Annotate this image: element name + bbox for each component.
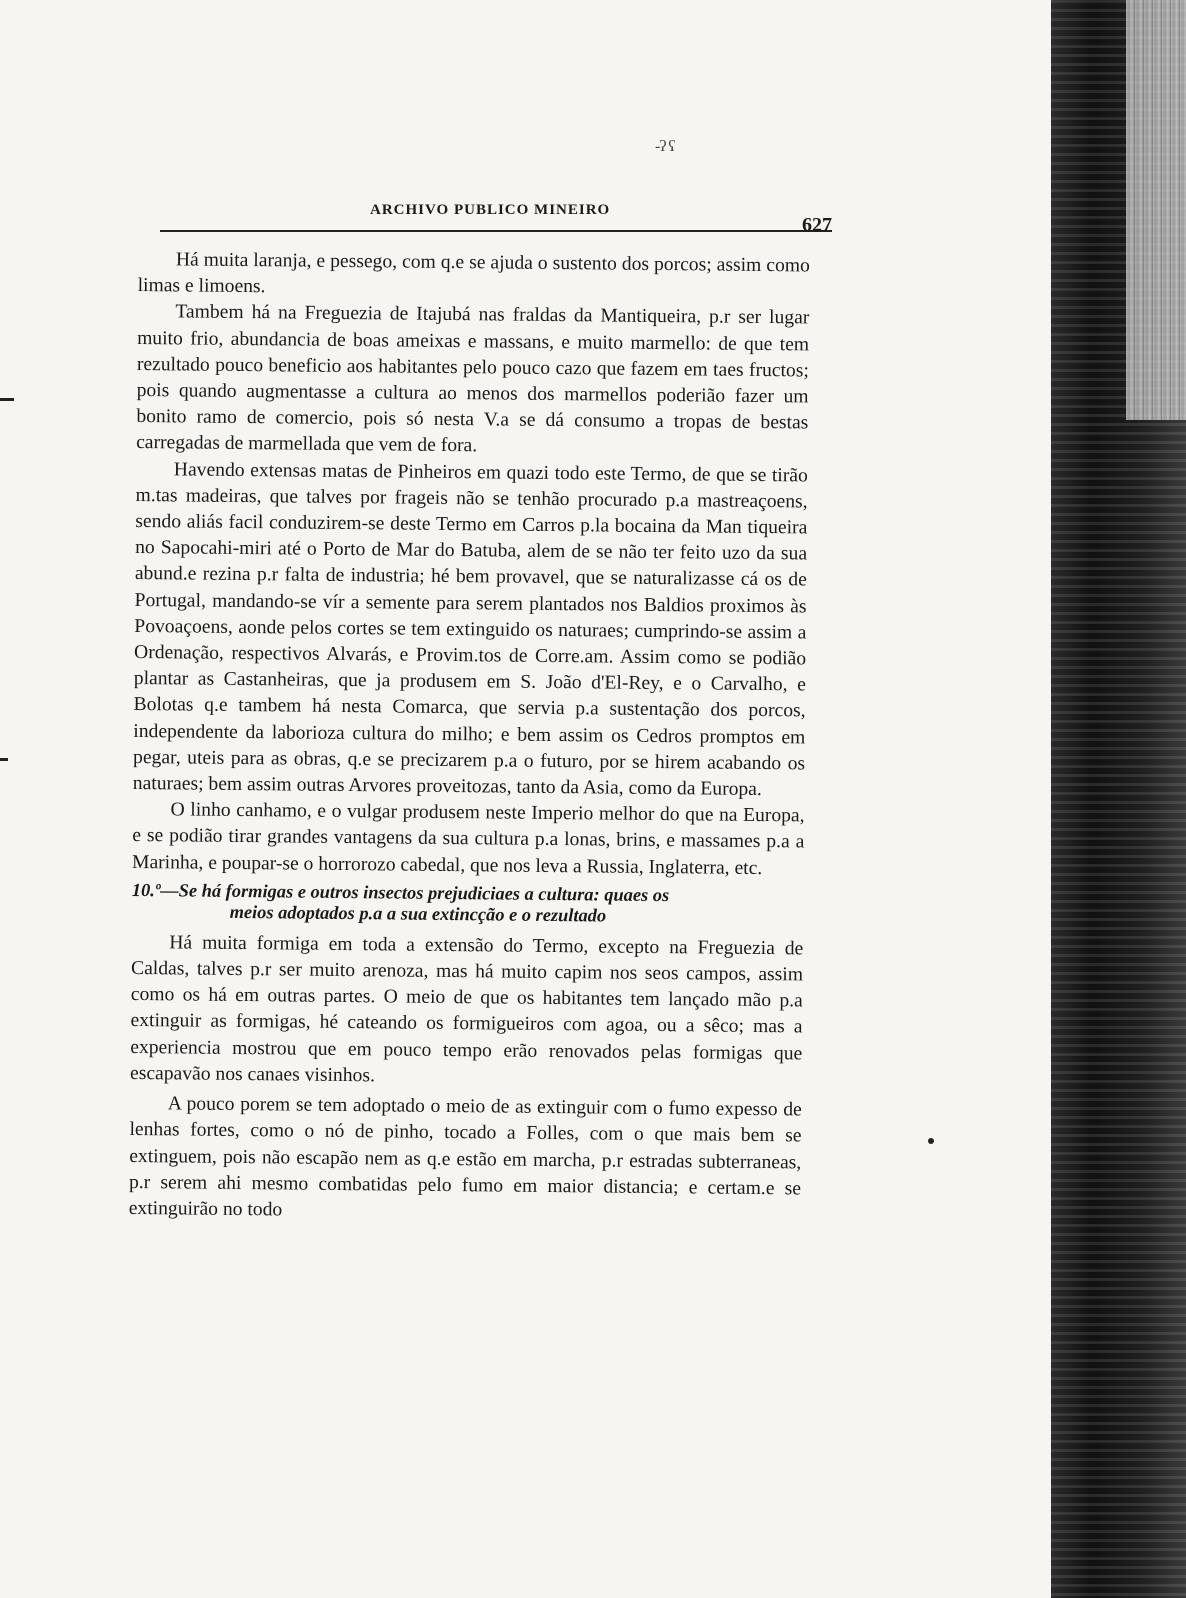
paragraph: Tambem há na Freguezia de Itajubá nas fraldas da Mantiqueira, p.r ser lugar muito frio, abundancia de boas ameixas e massans, e muito marmello: de que tem rezultado pouco beneficio aos habitantes pelo pouco cazo que fazem em taes fructos; pois quando augmentasse a cultura ao menos dos marmellos poderião fazer um bonito ramo de comercio, pois só nesta V.a se dá consumo a tropas de bestas carregadas de marmellada que vem de fora. bbox=[136, 301, 810, 457]
question-line: 10.º—Se há formigas e outros insectos prejudiciaes a cultura: quaes os bbox=[131, 879, 670, 906]
page-number: 627 bbox=[802, 214, 832, 236]
paragraph: O linho canhamo, e o vulgar produsem neste Imperio melhor do que na Europa, e se podião tirar grandes vantagens da sua cultura p.a lonas, brins, e massames p.a a Marinha, e poupar-se o horrorozo cabedal, que nos leva a Russia, Inglaterra, etc. bbox=[131, 799, 805, 879]
paragraph: A pouco porem se tem adoptado o meio de as extinguir com o fumo expesso de lenhas fortes, como o nó de pinho, tocado a Folles, com o que mais bem se extinguem, pois não escapão nem as q.e estão em marcha, p.r estradas subterraneas, p.r serem ahi mesmo combatidas pelo fumo em maior distancia; e certam.e se extinguirão no todo bbox=[128, 1093, 802, 1221]
page-header bbox=[160, 196, 832, 236]
paragraph: Há muita formiga em toda a extensão do Termo, excepto na Freguezia de Caldas, talves p.r ser muito arenoza, mas há muito capim nos seos campos, assim como os há em outras partes. O meio de que os habitantes tem lançado mão p.a extinguir as formigas, hé cateando os formigueiros com agoa, ou a sêco; mas a experiencia mostrou que em pouco tempo erão renovados pelas formigas que escapavão nos canaes visinhos. bbox=[129, 932, 804, 1087]
margin-tick bbox=[0, 758, 8, 761]
page-body bbox=[129, 247, 810, 1229]
ink-spot bbox=[928, 1138, 934, 1144]
section-question bbox=[132, 880, 804, 928]
margin-tick bbox=[0, 398, 14, 401]
ink-mark: -ʔ ʕ bbox=[655, 138, 675, 155]
book-binding-edge bbox=[1051, 0, 1186, 1598]
running-title: ARCHIVO PUBLICO MINEIRO bbox=[370, 202, 611, 218]
question-line: meios adoptados p.a a sua extincção e o rezultado bbox=[229, 901, 607, 926]
paragraph: Há muita laranja, e pessego, com q.e se ajuda o sustento dos porcos; assim como limas e limoens. bbox=[137, 249, 810, 298]
paragraph: Havendo extensas matas de Pinheiros em quazi todo este Termo, de que se tirão m.tas madeiras, que talves por frageis não se tenhão procurado p.a mastreaçoens, sendo aliás facil conduzirem-se deste Termo em Carros p.la bocaina da Man tiqueira no Sapocahi-miri até o Porto de Mar do Batuba, alem de se não ter feito uzo da sua abund.e rezina p.r falta de industria; hé bem provavel, que se naturalizasse cá os de Portugal, mandando-se vír a semente para serem plantados nos Baldios proximos às Povoaçoens, aonde pelos cortes se tem extinguido os naturaes; cumprindo-se assim a Ordenação, respectivos Alvarás, e Provim.tos de Corre.am. Assim como se podião plantar as Castanheiras, que ja produsem em S. João d'El-Rey, e o Carvalho, e Bolotas q.e tambem há nesta Comarca, que servia p.a sustentação dos porcos, independente da laborioza cultura do milho; e bem assim os Cedros promptos em pegar, uteis para as obras, q.e se precizarem p.a o futuro, por se hirem acabando os naturaes; bem assim outras Arvores proveitozas, tanto da Asia, como da Europa. bbox=[132, 458, 808, 801]
